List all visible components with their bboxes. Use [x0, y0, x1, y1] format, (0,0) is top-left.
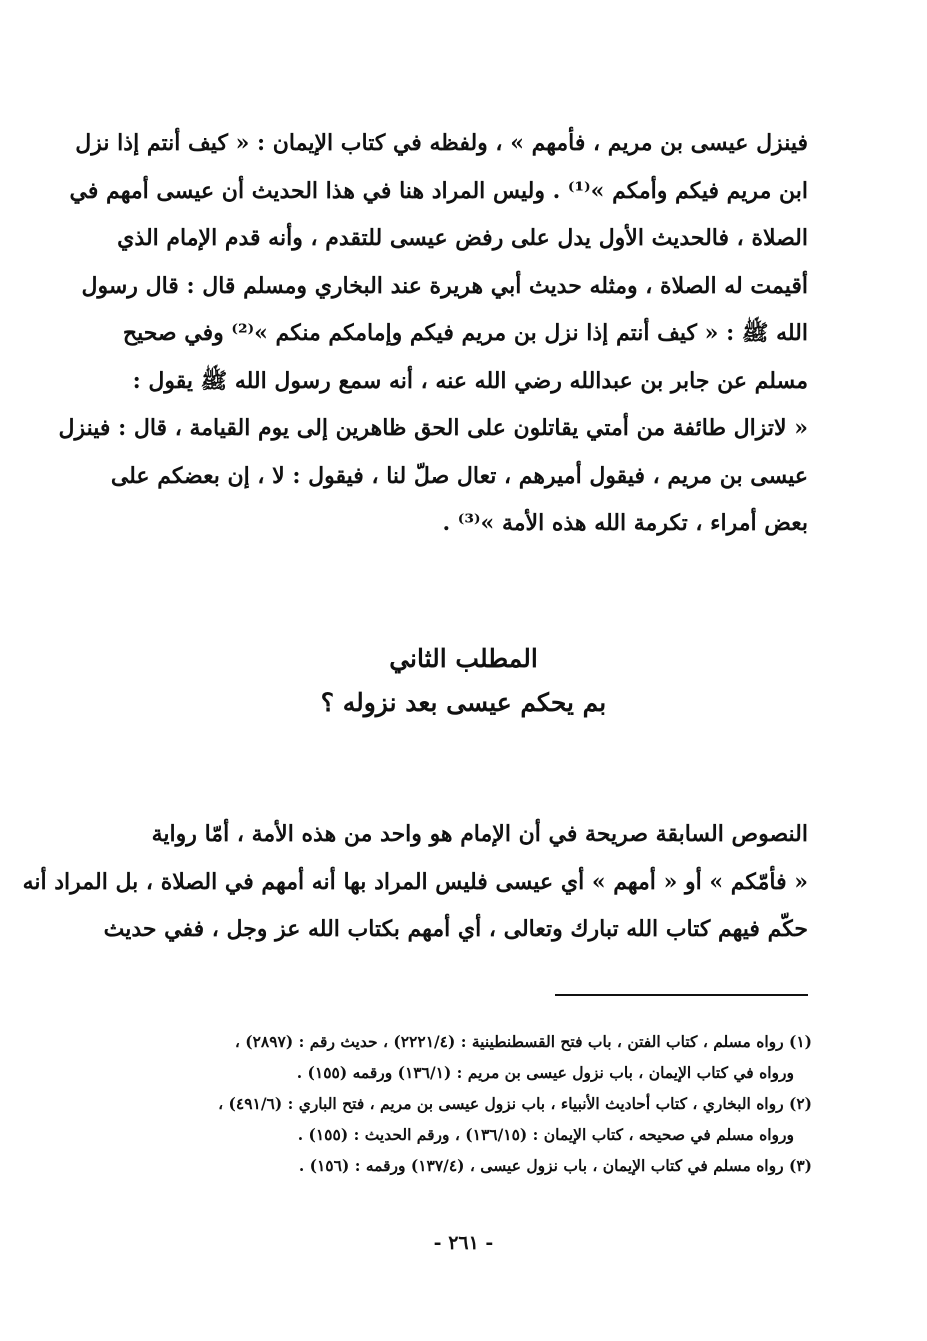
body-paragraph-2 [22, 811, 808, 954]
section-subtitle: بم يحكم عيسى بعد نزوله ؟ [320, 688, 607, 717]
footnote-2: (٢) رواه البخاري ، كتاب أحاديث الأنبياء ، باب نزول عيسى بن مريم ، فتح الباري : (٤٩١/٦) ، [218, 1094, 812, 1113]
body-paragraph-1 [58, 120, 808, 548]
text-line: النصوص السابقة صريحة في أن الإمام هو واحد من هذه الأمة ، أمّا رواية [151, 821, 808, 847]
page-number: - ٢٦١ - [433, 1232, 494, 1254]
text-line: عيسى بن مريم ، فيقول أميرهم ، تعال صلّ لنا ، فيقول : لا ، إن بعضكم على [110, 462, 808, 489]
footnote-2-continued: ورواه مسلم في صحيحه ، كتاب الإيمان : (١٣٦/١٥) ، ورقم الحديث : (١٥٥) . [297, 1125, 794, 1144]
text-line: الله ﷺ : « كيف أنتم إذا نزل بن مريم فيكم وإمامكم منكم »⁽²⁾ وفي صحيح [122, 320, 808, 346]
footnote-separator [555, 994, 808, 996]
text-line: حكّم فيهم كتاب الله تبارك وتعالى ، أي أمهم بكتاب الله عز وجل ، ففي حديث [103, 916, 808, 942]
text-line: « فأمّكم » أو « أمهم » أي عيسى فليس المراد بها أنه أمهم في الصلاة ، بل المراد أنه [22, 868, 808, 895]
text-line: « لاتزال طائفة من أمتي يقاتلون على الحق ظاهرين إلى يوم القيامة ، قال : فينزل [58, 415, 808, 441]
footnote-1: (١) رواه مسلم ، كتاب الفتن ، باب فتح القسطنطينية : (٢٢٢١/٤) ، حديث رقم : (٢٨٩٧) ، [234, 1032, 812, 1051]
footnote-1-continued: ورواه في كتاب الإيمان ، باب نزول عيسى بن مريم : (١٣٦/١) ورقمه (١٥٥) . [296, 1063, 794, 1082]
section-title: المطلب الثاني [389, 644, 538, 673]
text-line: الصلاة ، فالحديث الأول يدل على رفض عيسى للتقدم ، وأنه قدم الإمام الذي [117, 225, 808, 251]
text-line: ابن مريم فيكم وأمكم »⁽¹⁾ . وليس المراد هنا في هذا الحديث أن عيسى أمهم في [69, 177, 808, 204]
text-line: فينزل عيسى بن مريم ، فأمهم » ، ولفظه في كتاب الإيمان : « كيف أنتم إذا نزل [75, 130, 808, 156]
footnote-3: (٣) رواه مسلم في كتاب الإيمان ، باب نزول عيسى ، (١٣٧/٤) ورقمه : (١٥٦) . [298, 1156, 812, 1175]
text-line: بعض أمراء ، تكرمة الله هذه الأمة »⁽³⁾ . [442, 510, 808, 536]
text-line: مسلم عن جابر بن عبدالله رضي الله عنه ، أنه سمع رسول الله ﷺ يقول : [132, 367, 808, 394]
footnotes [122, 1026, 812, 1181]
text-line: أقيمت له الصلاة ، ومثله حديث أبي هريرة عند البخاري ومسلم قال : قال رسول [81, 272, 808, 299]
